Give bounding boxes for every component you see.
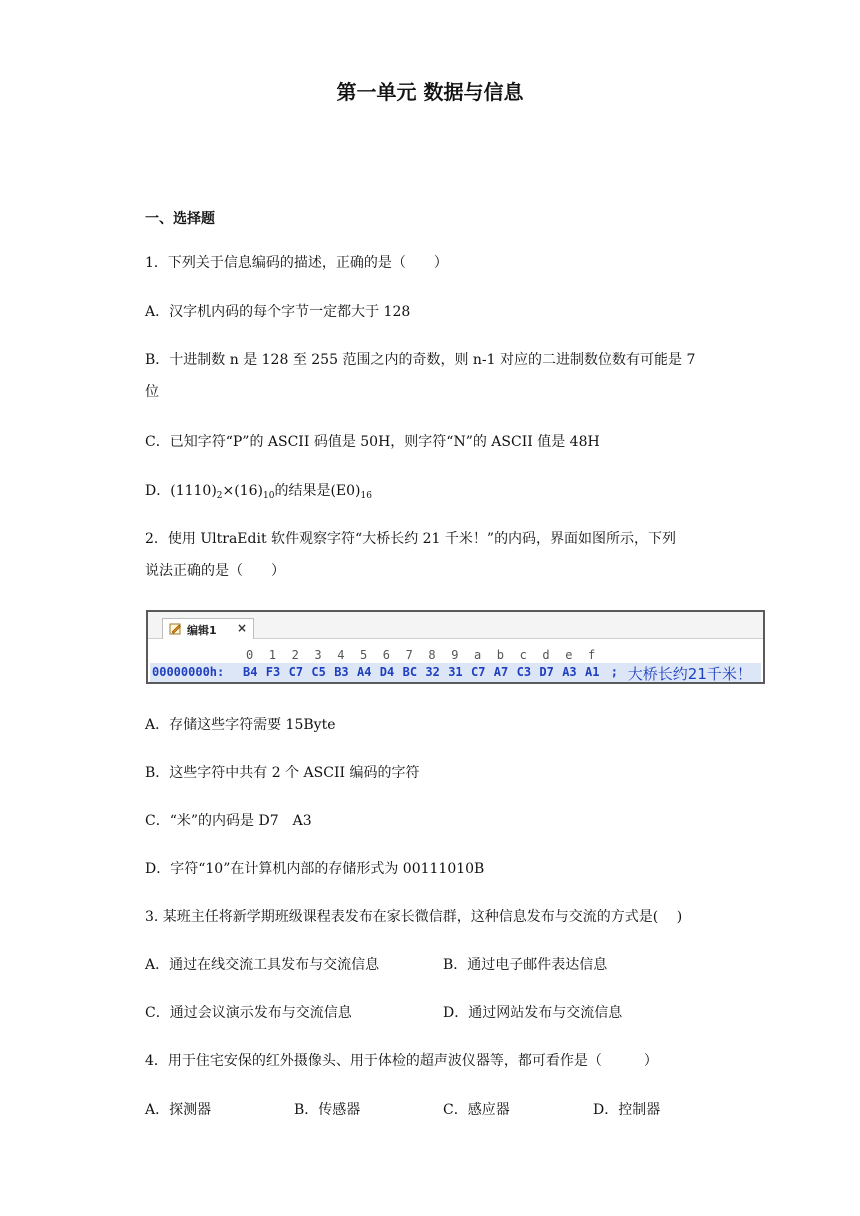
hex-column-ruler xyxy=(148,648,763,662)
ruler-column-label: 4 xyxy=(337,648,345,662)
question-2-option-a: A．存储这些字符需要 15Byte xyxy=(145,717,336,733)
hex-data-row xyxy=(150,663,761,682)
hex-address: 00000000h: xyxy=(152,665,225,679)
question-4-stem: 4．用于住宅安保的红外摄像头、用于体检的超声波仪器等，都可看作是（ ） xyxy=(145,1053,658,1069)
editor-tab[interactable] xyxy=(162,618,254,639)
binary-number: (1110) xyxy=(170,483,217,499)
question-1-option-b: B．十进制数 n 是 128 至 255 范围之内的奇数，则 n-1 对应的二进制数位数有可能是 7 xyxy=(145,352,696,368)
ruler-column-label: 8 xyxy=(428,648,436,662)
base-2-subscript: 2 xyxy=(216,491,223,501)
option-d-label: D． xyxy=(145,483,171,499)
question-2-option-b: B．这些字符中共有 2 个 ASCII 编码的字符 xyxy=(145,765,420,781)
question-3-option-c: C．通过会议演示发布与交流信息 xyxy=(145,1005,352,1021)
section-heading: 一、选择题 xyxy=(145,211,215,227)
question-4-option-c: C．感应器 xyxy=(443,1102,510,1118)
question-1-option-b-cont: 位 xyxy=(145,384,159,400)
hex-byte: C7 xyxy=(288,665,304,679)
hex-byte: B4 xyxy=(243,665,258,679)
question-1-option-a: A．汉字机内码的每个字节一定都大于 128 xyxy=(145,304,411,320)
hex-byte: A7 xyxy=(493,665,509,679)
ruler-column-label: e xyxy=(565,648,573,662)
hex-byte: A1 xyxy=(585,665,600,679)
ruler-column-label: 2 xyxy=(291,648,299,662)
ultraedit-screenshot xyxy=(146,610,765,684)
question-1-option-d xyxy=(145,481,372,506)
hex-byte: C3 xyxy=(516,665,532,679)
edit-document-icon xyxy=(169,622,182,635)
ruler-column-label: c xyxy=(519,648,527,662)
question-1-option-c: C．已知字符“P”的 ASCII 码值是 50H，则字符“N”的 ASCII 值是 48H xyxy=(145,434,600,450)
hex-separator: ; xyxy=(610,665,619,679)
ruler-column-label: 7 xyxy=(405,648,413,662)
question-2-option-c: C．“米”的内码是 D7 A3 xyxy=(145,813,312,829)
question-3-option-a: A．通过在线交流工具发布与交流信息 xyxy=(145,957,380,973)
hex-byte: A4 xyxy=(357,665,372,679)
result-text: 的结果是(E0) xyxy=(274,483,361,499)
question-3-option-b: B．通过电子邮件表达信息 xyxy=(443,957,608,973)
ruler-column-label: 9 xyxy=(451,648,459,662)
base-10-subscript: 10 xyxy=(263,491,275,501)
decoded-text: 大桥长约21千米！ xyxy=(627,665,752,683)
hex-byte: 31 xyxy=(448,665,463,679)
hex-byte: BC xyxy=(402,665,418,679)
question-2-option-d: D．字符“10”在计算机内部的存储形式为 00111010B xyxy=(145,861,485,877)
ruler-column-label: d xyxy=(542,648,550,662)
close-icon[interactable]: × xyxy=(237,621,248,635)
hex-byte: F3 xyxy=(265,665,281,679)
ruler-column-label: 1 xyxy=(268,648,277,662)
base-16-subscript: 16 xyxy=(360,491,372,501)
editor-tab-bar xyxy=(148,612,763,639)
tab-label: 编辑1 xyxy=(187,624,217,637)
hex-byte: C7 xyxy=(471,665,486,679)
question-4-option-d: D．控制器 xyxy=(593,1102,661,1118)
page-title: 第一单元 数据与信息 xyxy=(336,80,524,104)
ruler-column-label: 5 xyxy=(360,648,368,662)
hex-byte: B3 xyxy=(334,665,349,679)
ruler-column-label: f xyxy=(588,648,596,662)
question-2-stem-cont: 说法正确的是（ ） xyxy=(145,563,285,579)
hex-byte: 32 xyxy=(425,665,440,679)
question-3-option-d: D．通过网站发布与交流信息 xyxy=(443,1005,623,1021)
ruler-column-label: a xyxy=(474,648,482,662)
times-decimal-number: ×(16) xyxy=(222,483,263,499)
hex-byte: D7 xyxy=(539,665,554,679)
ruler-column-label: 3 xyxy=(314,648,322,662)
ruler-column-label: b xyxy=(496,648,505,662)
hex-byte: D4 xyxy=(379,665,395,679)
question-1-stem: 1．下列关于信息编码的描述，正确的是（ ） xyxy=(145,255,448,271)
question-2-stem: 2．使用 UltraEdit 软件观察字符“大桥长约 21 千米！”的内码，界面如图所示，下列 xyxy=(145,531,677,547)
question-3-stem: 3. 某班主任将新学期班级课程表发布在家长微信群，这种信息发布与交流的方式是( ) xyxy=(145,909,683,925)
question-4-option-a: A．探测器 xyxy=(145,1102,212,1118)
ruler-column-label: 6 xyxy=(382,648,391,662)
hex-byte: C5 xyxy=(311,665,326,679)
hex-byte: A3 xyxy=(562,665,577,679)
question-4-option-b: B．传感器 xyxy=(294,1102,361,1118)
ruler-column-label: 0 xyxy=(246,648,254,662)
